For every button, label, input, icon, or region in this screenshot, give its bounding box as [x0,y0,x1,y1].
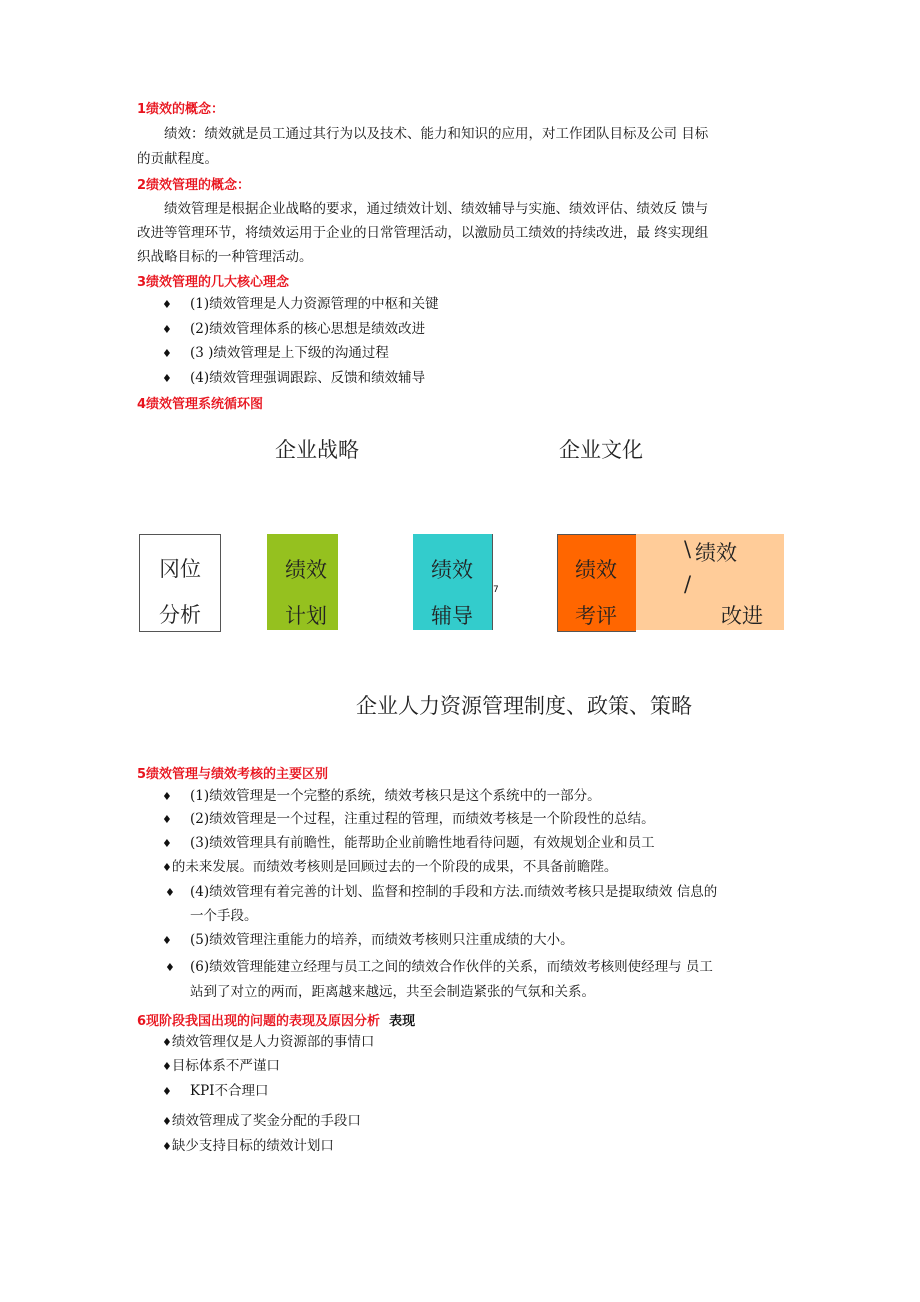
diagram-box-plan: 绩效 计划 [267,534,338,630]
diagram-arrow-mark: / [684,572,692,596]
list-item: ♦绩效管理仅是人力资源部的事情口 [162,1034,375,1050]
bullet-icon: ♦ [162,1085,172,1098]
section-3-title: 3绩效管理的几大核心理念 [137,275,290,290]
list-item: ♦ (5)绩效管理注重能力的培养，而绩效考核则只注重成绩的大小。 [162,927,574,954]
list-item: ♦ (1)绩效管理是一个完整的系统，绩效考核只是这个系统中的一部分。 [162,783,601,810]
section-2-line-3: 织战略目标的一种管理活动。 [137,249,313,265]
list-item: ♦绩效管理成了奖金分配的手段口 [162,1113,361,1129]
list-item: ♦ (2)绩效管理是一个过程，注重过程的管理，而绩效考核是一个阶段性的总结。 [162,806,655,833]
bullet-icon: ♦ [162,1115,172,1128]
list-item: ♦ (1)绩效管理是人力资源管理的中枢和关键 [162,291,439,318]
list-item: ♦ (4)绩效管理强调跟踪、反馈和绩效辅导 [162,365,425,392]
diagram-strategy-label: 企业战略 [275,438,359,462]
list-item: ♦ KPI不合理口 [162,1078,269,1105]
diagram-policy-label: 企业人力资源管理制度、政策、策略 [356,694,692,718]
bullet-icon: ♦ [162,813,172,826]
list-item: ♦的未来发展。而绩效考核则是回顾过去的一个阶段的成果，不具备前瞻陛。 [162,859,618,875]
bullet-icon: ♦ [162,323,172,336]
section-6-title: 6现阶段我国出现的问题的表现及原因分析 表现 [137,1014,416,1029]
section-1-title: 1绩效的概念： [137,102,225,117]
bullet-icon: ♦ [162,934,172,947]
list-item: ♦ (2)绩效管理体系的核心思想是绩效改进 [162,316,425,343]
bullet-icon: ♦ [162,1060,172,1073]
section-2-title: 2绩效管理的概念： [137,178,251,193]
diagram-culture-label: 企业文化 [559,438,643,462]
list-item: ♦缺少支持目标的绩效计划口 [162,1138,334,1154]
section-1-line-1: 绩效：绩效就是员工通过其行为以及技术、能力和知识的应用，对工作团队目标及公司 目标 [164,126,709,142]
bullet-icon: ♦ [162,837,172,850]
section-5-title: 5绩效管理与绩效考核的主要区别 [137,767,329,782]
diagram-arrow-mark: \ [684,537,692,561]
bullet-icon: ♦ [162,347,172,360]
bullet-icon: ♦ [162,861,172,874]
list-item: ♦目标体系不严谨口 [162,1058,280,1074]
diagram-stray-mark: 7 [493,585,499,595]
diagram-box-improvement: \ 绩效 / 改进 [636,534,784,630]
bullet-icon: ♦ [165,886,175,899]
bullet-icon: ♦ [162,298,172,311]
diagram-box-appraisal: 绩效 考评 [557,534,636,632]
bullet-icon: ♦ [162,1140,172,1153]
section-2-line-2: 改进等管理环节，将绩效运用于企业的日常管理活动，以激励员工绩效的持续改进，最 终实现组 [137,225,709,241]
bullet-icon: ♦ [162,372,172,385]
diagram-box-coaching: 绩效 辅导 [413,534,493,630]
section-1-line-2: 的贡献程度。 [137,151,218,167]
bullet-icon: ♦ [165,961,175,974]
bullet-icon: ♦ [162,790,172,803]
section-4-title: 4绩效管理系统循环图 [137,397,264,412]
list-item-continuation: 一个手段。 [190,908,258,924]
list-item: ♦ (3)绩效管理具有前瞻性，能帮助企业前瞻性地看待问题，有效规划企业和员工 [162,830,655,857]
diagram-box-job-analysis: 冈位 分析 [139,534,221,632]
list-item: ♦ (3 )绩效管理是上下级的沟通过程 [162,340,389,367]
section-2-line-1: 绩效管理是根据企业战略的要求，通过绩效计划、绩效辅导与实施、绩效评估、绩效反 馈与 [164,201,709,217]
section-6-title-extra: 表现 [389,1014,416,1029]
list-item: ♦ (4)绩效管理有着完善的计划、监督和控制的手段和方法.而绩效考核只是提取绩效 信息的 [165,879,717,906]
list-item-continuation: 站到了对立的两而，距离越来越远，共至会制造紧张的气氛和关系。 [190,984,595,1000]
list-item: ♦ (6)绩效管理能建立经理与员工之间的绩效合作伙伴的关系，而绩效考核则使经理与 员工 [165,954,713,981]
bullet-icon: ♦ [162,1036,172,1049]
